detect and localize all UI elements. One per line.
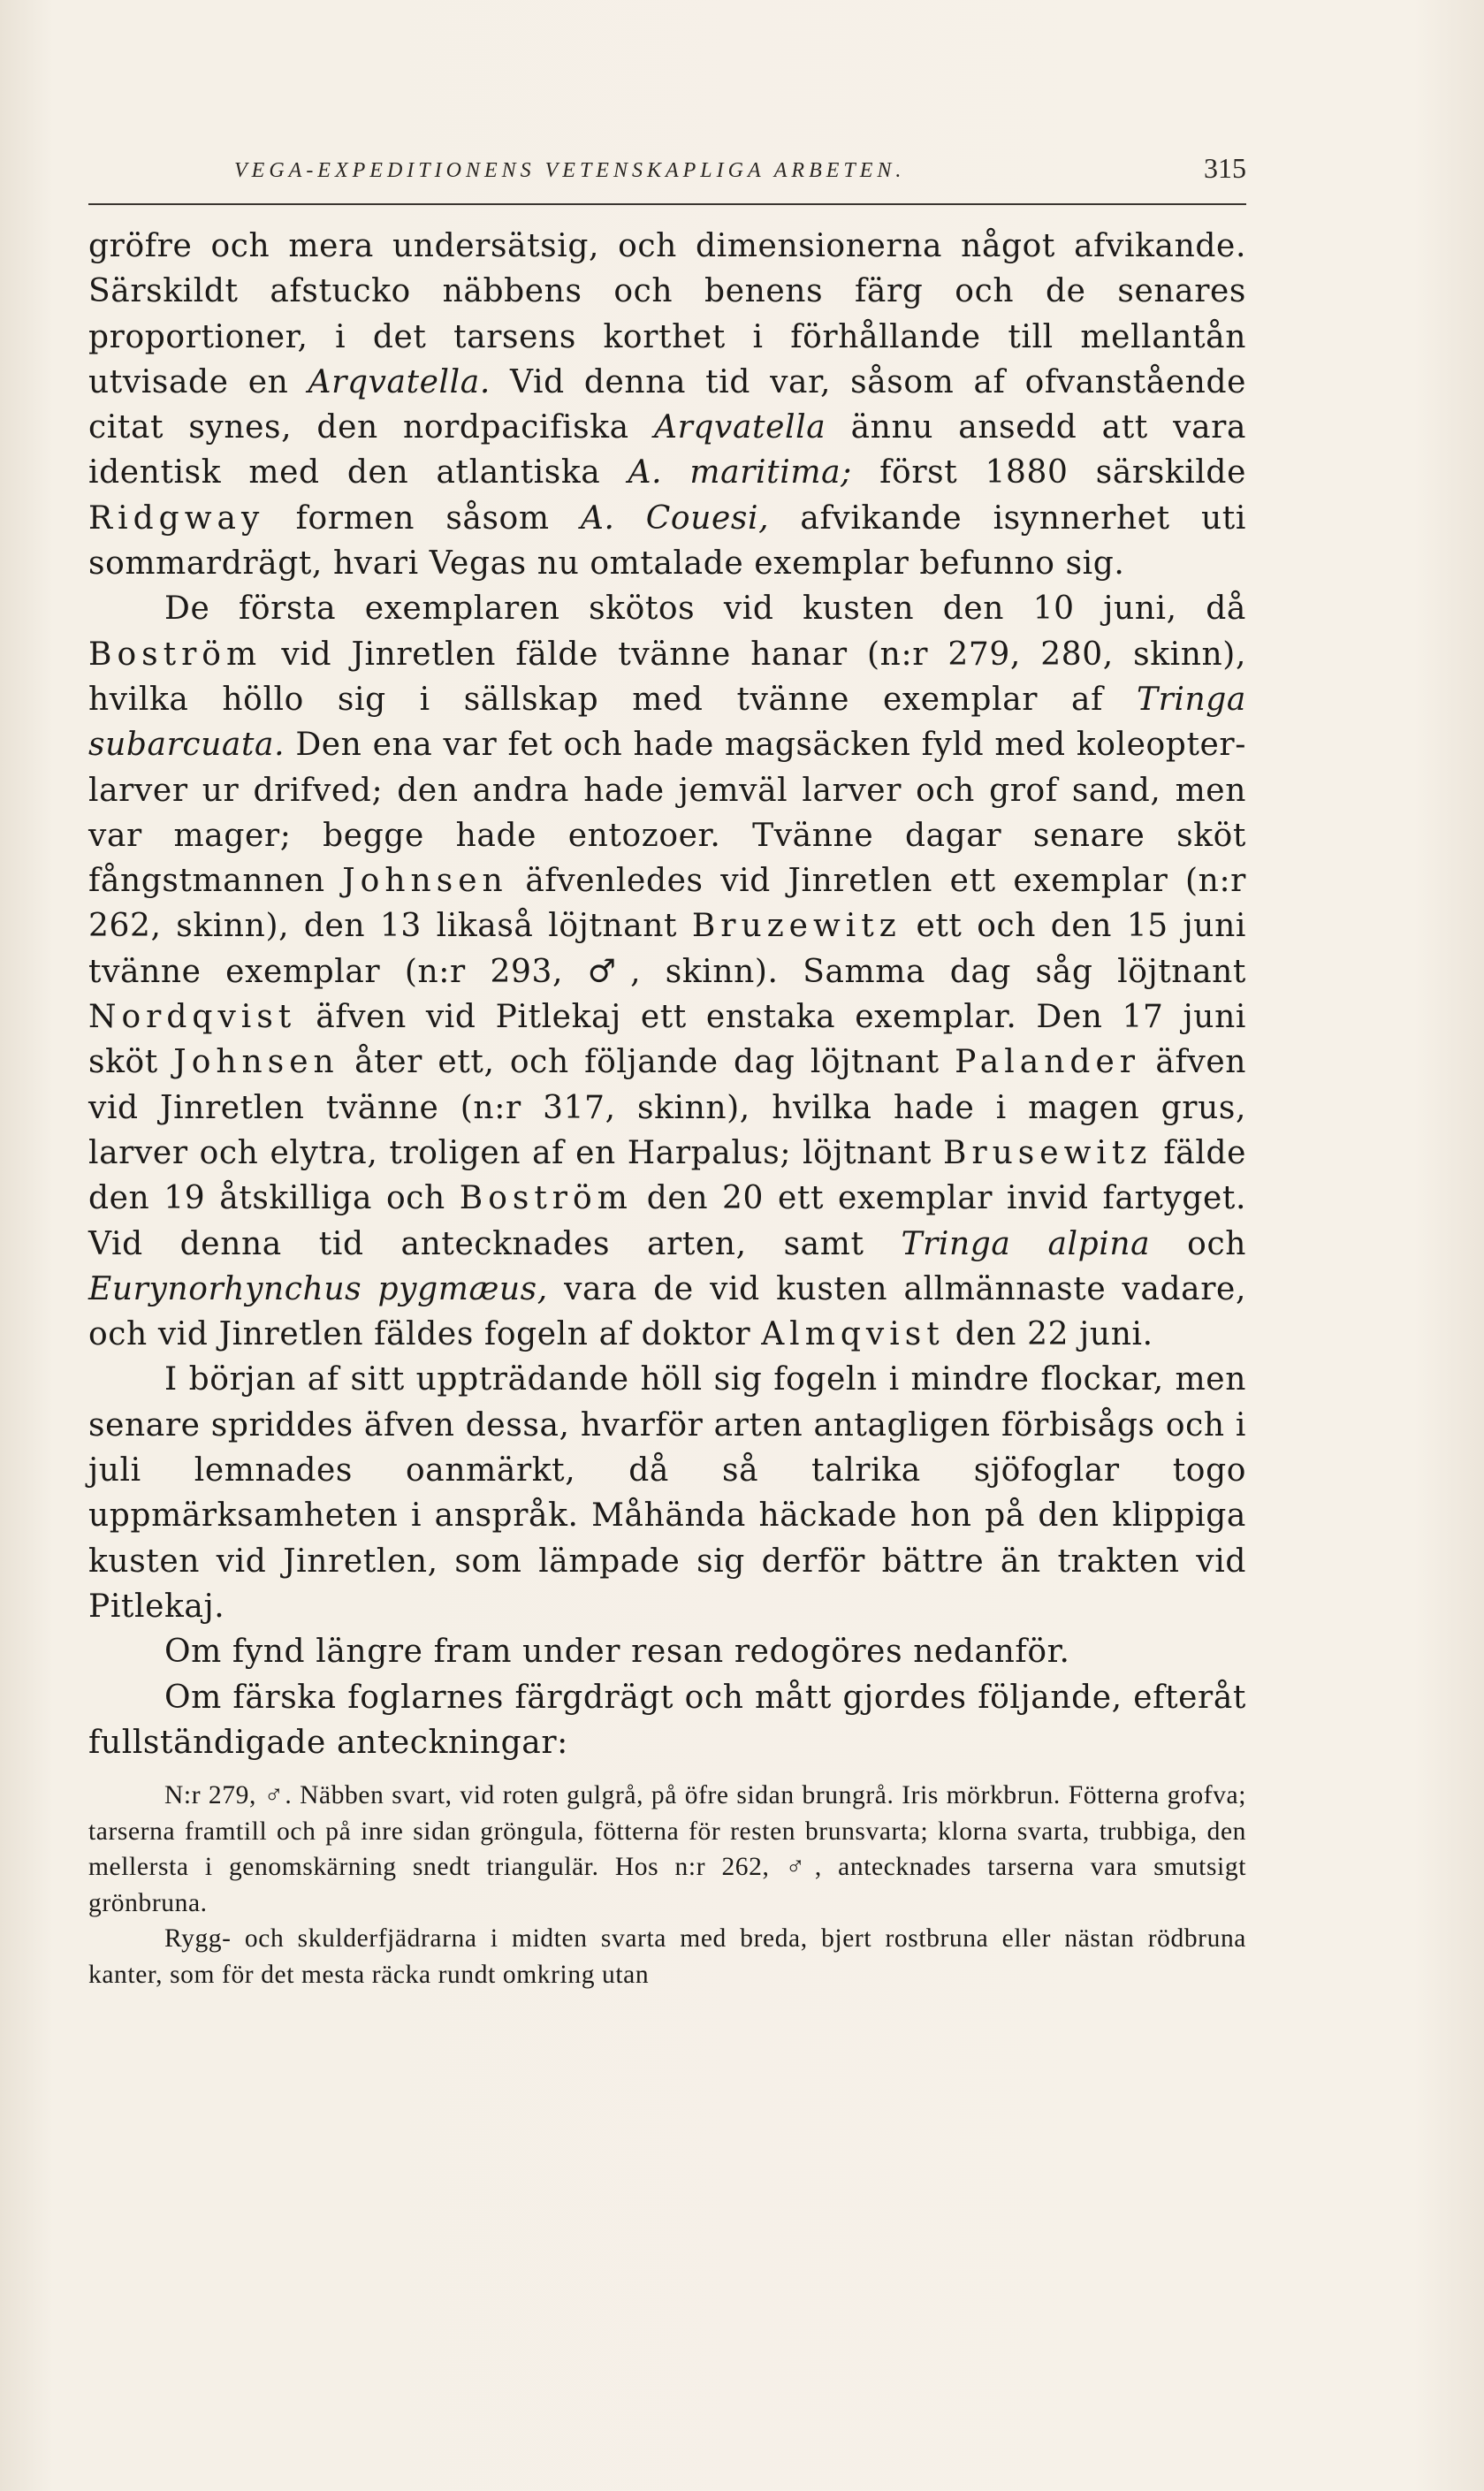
paragraph-1: gröfre och mera undersätsig, och dimensionerna något afvikande. Särskildt afstucko näbbens och benens färg och de senares proportioner, i det tarsens korthet i förhållande till mellantån utvisade en Arqvatella. Vid denna tid var, såsom af ofvanstående citat synes, den nordpacifiska Arqvatella ännu ansedd att vara identisk med den atlantiska A. maritima; först 1880 särskilde Ridgway formen såsom A. Couesi, afvikande isynnerhet uti sommardrägt, hvari Vegas nu omtalade exemplar befunno sig. [88, 228, 1247, 583]
page-header [88, 152, 1246, 196]
header-rule [88, 203, 1246, 205]
paragraph-4: Om fynd längre fram under resan redogöres nedanför. [164, 1634, 1070, 1671]
note-paragraph-1: N:r 279, ♂. Näbben svart, vid roten gulgrå, på öfre sidan brungrå. Iris mörkbrun. Fötterna grofva; tarserna framtill och på inre sidan gröngula, fötterna för resten brunsvarta; klorna svarta, trubbiga, den mellersta i genomskärning snedt triangulär. Hos n:r 262, ♂, antecknades tarserna vara smutsigt grönbruna. [88, 1781, 1246, 1917]
body-text [88, 224, 1246, 1992]
paragraph-5: Om färska foglarnes färgdrägt och mått gjordes följande, efteråt fullständigade anteckningar: [88, 1679, 1246, 1761]
paragraph-2: De första exemplaren skötos vid kusten den 10 juni, då Boström vid Jinretlen fälde tvänne hanar (n:r 279, 280, skinn), hvilka höllo sig i sällskap med tvänne exemplar af Tringa subarcuata. Den ena var fet och hade magsäcken fyld med koleopter-larver ur drifved; den andra hade jemväl larver och grof sand, men var mager; begge hade entozoer. Tvänne dagar senare sköt fångstmannen Johnsen äfvenledes vid Jinretlen ett exemplar (n:r 262, skinn), den 13 likaså löjtnant Bruzewitz ett och den 15 juni tvänne exemplar (n:r 293, ♂, skinn). Samma dag såg löjtnant Nordqvist äfven vid Pitlekaj ett enstaka exemplar. Den 17 juni sköt Johnsen åter ett, och följande dag löjtnant Palander äfven vid Jinretlen tvänne (n:r 317, skinn), hvilka hade i magen grus, larver och elytra, troligen af en Harpalus; löjtnant Brusewitz fälde den 19 åtskilliga och Boström den 20 ett exemplar invid fartyget. Vid denna tid antecknades arten, samt Tringa alpina och Eurynorhynchus pygmæus, vara de vid kusten allmännaste vadare, och vid Jinretlen fäldes fogeln af doktor Almqvist den 22 juni. [88, 590, 1247, 1353]
page-number: 315 [1204, 152, 1246, 184]
note-paragraph-2: Rygg- och skulderfjädrarna i midten svarta med breda, bjert rostbruna eller nästan rödbruna kanter, som för det mesta räcka rundt omkring utan [88, 1924, 1246, 1989]
small-print-notes [88, 1778, 1246, 1992]
running-title: VEGA-EXPEDITIONENS VETENSKAPLIGA ARBETEN. [234, 159, 906, 182]
paragraph-3: I början af sitt uppträdande höll sig fogeln i mindre flockar, men senare spriddes äfven dessa, hvarför arten antagligen förbisågs och i juli lemnades oanmärkt, då så talrika sjöfoglar togo uppmärksamheten i anspråk. Måhända häckade hon på den klippiga kusten vid Jinretlen, som lämpade sig derför bättre än trakten vid Pitlekaj. [88, 1361, 1246, 1625]
